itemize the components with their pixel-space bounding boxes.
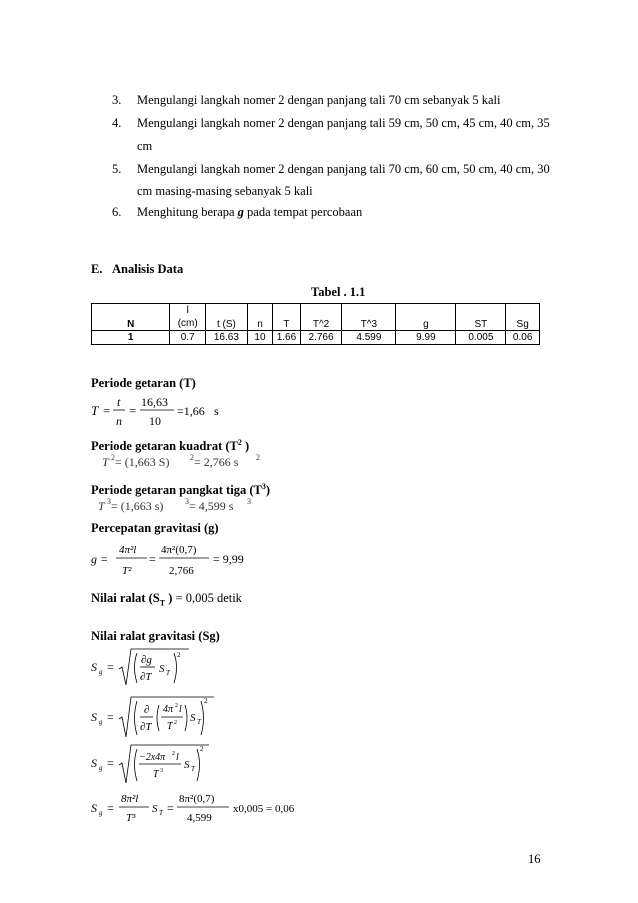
page-number: 16 — [528, 852, 541, 866]
svg-text:T: T — [153, 769, 159, 780]
svg-text:T: T — [166, 669, 170, 677]
svg-text:S: S — [91, 756, 97, 770]
header-g: g — [396, 304, 456, 331]
table-header-row — [92, 304, 540, 331]
svg-text:2: 2 — [200, 745, 204, 753]
svg-text:g: g — [99, 809, 103, 817]
svg-text:∂: ∂ — [144, 704, 150, 716]
step-5-number: 5. — [112, 162, 122, 176]
svg-text:g: g — [99, 764, 103, 772]
svg-text:=: = — [103, 403, 111, 418]
svg-text:∂T: ∂T — [140, 721, 152, 733]
svg-text:=: = — [107, 756, 114, 770]
step-3-text: Mengulangi langkah nomer 2 dengan panjang tali 70 cm sebanyak 5 kali — [137, 93, 501, 107]
cell-T2: 2.766 — [300, 331, 342, 345]
heading-ralat-b: ) — [165, 591, 173, 605]
equation-kuadrat — [100, 452, 300, 472]
cell-g: 9.99 — [396, 331, 456, 345]
header-T2: T^2 — [300, 304, 342, 331]
svg-text:2: 2 — [177, 651, 181, 659]
header-Sg: Sg — [506, 304, 540, 331]
svg-text:T: T — [191, 765, 195, 773]
svg-text:S: S — [159, 663, 165, 675]
step-4-number: 4. — [112, 116, 122, 130]
equation-sg-2 — [89, 693, 229, 743]
eq-sg-result: x0,005 = 0,06 — [233, 803, 295, 815]
eq-T3-result: = 4,599 s — [189, 499, 234, 513]
svg-text:=: = — [149, 552, 156, 566]
svg-text:3: 3 — [160, 768, 163, 774]
svg-text:4π: 4π — [163, 704, 174, 715]
heading-ralat-gravitasi: Nilai ralat gravitasi (Sg) — [91, 629, 220, 643]
eq-sg-num2: 8π²(0,7) — [179, 793, 215, 805]
heading-kuadrat-a: Periode getaran kuadrat (T — [91, 439, 238, 454]
svg-text:∂g: ∂g — [141, 654, 152, 666]
svg-text:=: = — [107, 660, 114, 674]
eq-T-n: n — [116, 414, 122, 428]
step-6-text — [137, 205, 362, 219]
eq-sg-den2: 4,599 — [187, 812, 212, 824]
eq-T3-body: = (1,663 s) — [111, 499, 164, 513]
step-4-text: Mengulangi langkah nomer 2 dengan panjang tali 59 cm, 50 cm, 45 cm, 40 cm, 35 — [137, 116, 550, 130]
step-6-g-symbol: g — [237, 205, 244, 219]
heading-kuadrat-sup: 2 — [237, 438, 242, 447]
cell-n-small: 10 — [247, 331, 272, 345]
svg-text:3: 3 — [107, 497, 111, 506]
equation-sg-1 — [89, 645, 219, 691]
svg-text:T: T — [159, 809, 163, 817]
svg-text:3: 3 — [185, 497, 189, 506]
eq-g-lhs: g = — [91, 552, 109, 566]
header-T: T — [273, 304, 300, 331]
cell-l: 0.7 — [170, 331, 206, 345]
svg-text:2: 2 — [256, 453, 260, 462]
eq-g-den2: 2,766 — [169, 565, 194, 577]
step-number: 3. — [112, 93, 122, 107]
svg-text:S: S — [152, 803, 158, 815]
svg-text:=: = — [129, 403, 137, 418]
heading-ralat-sub: T — [159, 598, 166, 608]
svg-text:2: 2 — [204, 697, 208, 705]
equation-sg-3 — [89, 741, 229, 787]
cell-t: 16.63 — [206, 331, 248, 345]
header-n: N — [92, 304, 170, 331]
cell-n: 1 — [92, 331, 170, 345]
step-6-text-a: Menghitung berapa — [137, 205, 238, 219]
svg-text:=: = — [107, 801, 114, 815]
svg-text:S: S — [91, 660, 97, 674]
svg-text:S: S — [91, 710, 97, 724]
step-6-text-c: pada tempat percobaan — [243, 205, 363, 219]
section-title: Analisis Data — [112, 262, 184, 276]
step-5-text-cont: cm masing-masing sebanyak 5 kali — [137, 184, 313, 198]
eq-g-num1: 4π²l — [119, 544, 137, 556]
svg-text:2: 2 — [175, 703, 178, 709]
header-n-small: n — [247, 304, 272, 331]
step-3 — [112, 93, 121, 107]
eq-T2-result: = 2,766 s — [194, 455, 239, 469]
heading-periode: Periode getaran (T) — [91, 376, 196, 390]
header-ST: ST — [456, 304, 506, 331]
header-l-unit: (cm) — [177, 318, 198, 329]
eq-sg-den1: T³ — [126, 812, 136, 824]
header-l-symbol: l — [186, 305, 189, 316]
svg-text:−2x4π: −2x4π — [139, 752, 166, 763]
section-letter: E. — [91, 262, 103, 276]
equation-sg-final — [89, 788, 349, 828]
heading-ralat — [91, 591, 242, 611]
svg-text:S: S — [184, 759, 190, 771]
svg-text:g: g — [99, 718, 103, 726]
heading-pangkat-b: ) — [265, 483, 270, 498]
eq-T3-symbol: T — [98, 499, 105, 513]
header-t: t (S) — [206, 304, 248, 331]
eq-g-num2: 4π²(0,7) — [161, 544, 197, 556]
svg-text:2: 2 — [111, 453, 115, 462]
equation-period — [89, 393, 239, 429]
step-5-text: Mengulangi langkah nomer 2 dengan panjang tali 70 cm, 60 cm, 50 cm, 40 cm, 30 — [137, 162, 550, 176]
cell-Sg: 0.06 — [506, 331, 540, 345]
heading-percepatan: Percepatan gravitasi (g) — [91, 521, 219, 535]
cell-ST: 0.005 — [456, 331, 506, 345]
eq-sg-num1: 8π²l — [121, 793, 139, 805]
eq-T-unit: s — [214, 404, 219, 418]
svg-text:T: T — [167, 721, 173, 732]
heading-pangkat — [91, 480, 270, 497]
table-row — [92, 331, 540, 345]
svg-text:=: = — [167, 801, 174, 815]
svg-text:S: S — [190, 712, 196, 724]
svg-text:=: = — [107, 710, 114, 724]
svg-text:2: 2 — [174, 720, 177, 726]
step-4-text-cont: cm — [137, 139, 153, 153]
step-6-number: 6. — [112, 205, 122, 219]
cell-T3: 4.599 — [342, 331, 396, 345]
eq-T-num: 16,63 — [141, 395, 168, 409]
eq-g-result: = 9,99 — [213, 552, 244, 566]
heading-kuadrat — [91, 436, 249, 453]
heading-ralat-a: Nilai ralat (S — [91, 591, 160, 605]
eq-T-result: =1,66 — [177, 404, 205, 418]
svg-text:3: 3 — [247, 497, 251, 506]
svg-text:l: l — [176, 752, 179, 763]
svg-text:l: l — [179, 704, 182, 715]
eq-T-lhs: T — [91, 403, 99, 418]
heading-pangkat-sup: 3 — [261, 482, 266, 491]
svg-text:2: 2 — [172, 751, 175, 757]
heading-pangkat-a: Periode getaran pangkat tiga (T — [91, 483, 262, 498]
svg-text:2: 2 — [190, 453, 194, 462]
data-table — [91, 303, 540, 345]
svg-text:T: T — [197, 718, 201, 726]
cell-T: 1.66 — [273, 331, 300, 345]
heading-kuadrat-b: ) — [241, 439, 250, 454]
svg-text:S: S — [91, 801, 97, 815]
eq-T-den: 10 — [149, 414, 161, 428]
header-l — [170, 304, 206, 331]
eq-T-t: t — [117, 395, 121, 409]
eq-T2-body: = (1,663 S) — [115, 455, 170, 469]
svg-text:∂T: ∂T — [140, 671, 152, 683]
equation-pangkat — [96, 496, 296, 516]
equation-gravity — [89, 538, 309, 580]
eq-T2-symbol: T — [102, 455, 109, 469]
table-caption: Tabel . 1.1 — [311, 285, 366, 299]
eq-g-den1: T² — [122, 565, 132, 577]
header-T3: T^3 — [342, 304, 396, 331]
ralat-value: = 0,005 detik — [172, 591, 242, 605]
svg-text:g: g — [99, 668, 103, 676]
